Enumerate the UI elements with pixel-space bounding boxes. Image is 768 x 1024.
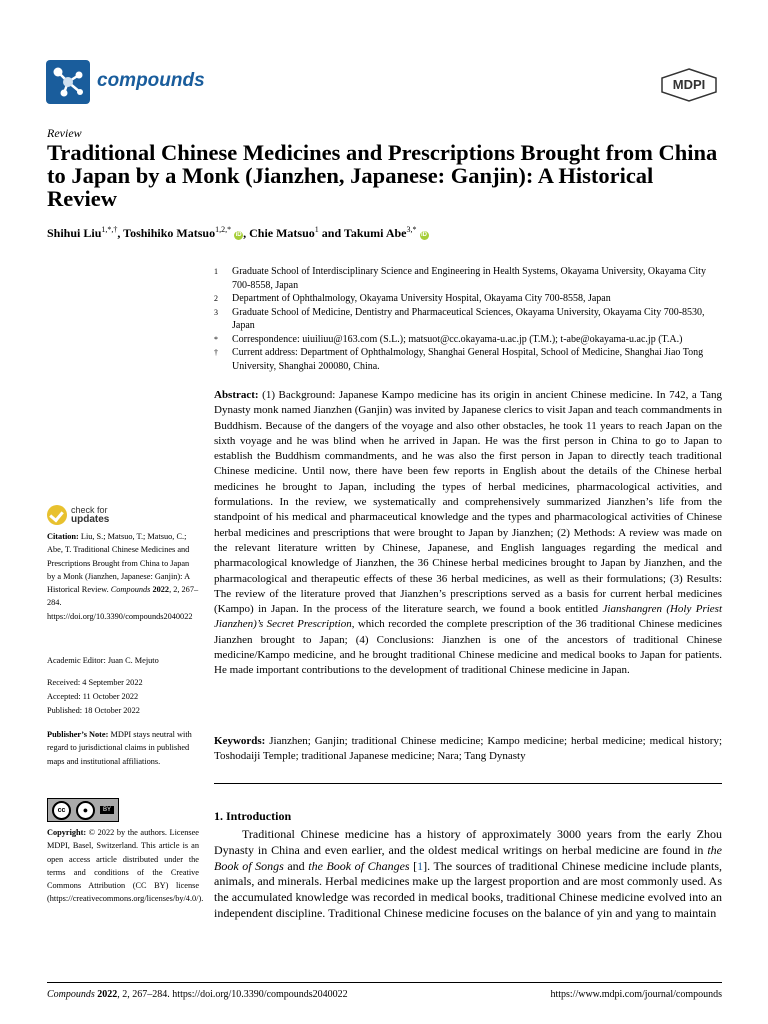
author-list	[47, 225, 429, 241]
author-separator: ,	[117, 226, 124, 240]
affiliation-mark: 1	[214, 267, 218, 276]
mdpi-logo	[660, 68, 718, 102]
keywords	[214, 734, 722, 765]
cc-icon: cc	[52, 801, 71, 820]
copyright	[47, 826, 204, 906]
article-title: Traditional Chinese Medicines and Prescriptions Brought from China to Japan by a Monk (Jianzhen, Japanese: Ganjin): A Historical Review	[47, 140, 718, 211]
abstract-label: Abstract:	[214, 389, 259, 401]
affiliation-item	[214, 265, 724, 292]
author-name[interactable]: Takumi Abe	[343, 226, 407, 240]
author-sup: 1	[314, 225, 319, 234]
citation	[47, 530, 199, 623]
check-text: check for	[71, 505, 108, 515]
received-date: Received: 4 September 2022	[47, 678, 143, 687]
journal-name: compounds	[97, 70, 205, 91]
affiliation-mark: *	[214, 334, 218, 344]
footer-citation	[47, 989, 348, 1000]
footer-journal: Compounds	[47, 989, 95, 1000]
section-heading: 1. Introduction	[214, 809, 292, 823]
author-separator: ,	[243, 226, 250, 240]
correspondence	[214, 333, 724, 347]
check-for-updates-button[interactable]	[47, 505, 109, 525]
affiliation-text: Department of Ophthalmology, Okayama University Hospital, Okayama City 700-8558, Japan	[232, 293, 611, 304]
author-name[interactable]: Chie Matsuo	[249, 226, 315, 240]
affiliations	[214, 265, 724, 373]
author-separator: and	[318, 226, 344, 240]
footer-year: 2022	[94, 989, 118, 1000]
citation-text[interactable]: , 2, 267–284. https://doi.org/10.3390/compounds2040022	[47, 585, 199, 621]
author-sup: 1,*,†	[101, 225, 118, 234]
affiliation-text[interactable]: Correspondence: uiuiliuu@163.com (S.L.); matsuot@cc.okayama-u.ac.jp (T.M.); t-abe@okayama-u.ac.jp (T.A.)	[232, 333, 683, 345]
by-label: BY	[100, 806, 114, 814]
intro-text: [	[409, 858, 418, 873]
affiliation-text: Graduate School of Interdisciplinary Science and Engineering in Health Systems, Okayama University, Okayama City 700-8558, Japan	[232, 266, 706, 291]
author-name[interactable]: Toshihiko Matsuo	[123, 226, 216, 240]
citation-journal: Compounds	[110, 585, 151, 595]
check-icon	[47, 505, 67, 525]
intro-text: and	[283, 858, 309, 873]
current-address	[214, 346, 724, 373]
author-sup: 1,2,*	[215, 225, 232, 234]
citation-text: Liu, S.; Matsuo, T.; Matsuo, C.; Abe, T. Traditional Chinese Medicines and Prescriptions Brought from China to Japan by a Monk (Jianzhen, Japanese: Ganjin): A Historical Review.	[47, 532, 190, 595]
attribution-person-icon: ●	[76, 801, 95, 820]
article-type: Review	[47, 126, 82, 140]
note-text: MDPI stays neutral with regard to jurisdictional claims in published maps and institutional affiliations.	[47, 730, 192, 766]
footer-doi[interactable]: , 2, 267–284. https://doi.org/10.3390/compounds2040022	[117, 989, 348, 1000]
accepted-date: Accepted: 11 October 2022	[47, 692, 139, 701]
compounds-logo-icon	[46, 60, 90, 104]
affiliation-mark: †	[214, 348, 218, 357]
affiliation-mark: 2	[214, 294, 218, 303]
intro-book-title: the Book of Changes	[308, 858, 410, 873]
publisher-name: MDPI	[672, 77, 706, 92]
cc-by-license-badge[interactable]	[47, 798, 119, 822]
introduction-paragraph	[214, 827, 722, 922]
copyright-text: © 2022 by the authors. Licensee MDPI, Basel, Switzerland. This article is an open access article distributed under the terms and conditions of the Creative Commons Attribution (CC BY) license (https://creativecommons.org/licenses/by/4.0/).	[47, 828, 204, 904]
citation-label: Citation:	[47, 532, 79, 541]
intro-text: ]. The sources of traditional Chinese medicine include plants, animals, and minerals. Herbal medicines make up the largest proportion and are most commonly used. As the accumulated knowledge was recorded in medical books, traditional Chinese medicine evolved into an independent discipline. Traditional Chinese medicine focuses on the balance of yin and yang to maintain	[214, 858, 722, 920]
intro-text: Traditional Chinese medicine has a history of approximately 3000 years from the early Zhou Dynasty in China and even earlier, and the oldest medical writings on herbal medicine are found in	[214, 827, 722, 857]
author-sup: 3,*	[406, 225, 417, 234]
note-label: Publisher’s Note:	[47, 730, 109, 739]
citation-year: 2022	[150, 585, 170, 595]
footer-divider	[47, 982, 722, 983]
author-name[interactable]: Shihui Liu	[47, 226, 102, 240]
abstract-book-title: Jianshangren (Holy Priest Jianzhen)’s Secret Prescription	[214, 603, 723, 631]
affiliation-text: Current address: Department of Ophthalmology, Shanghai General Hospital, School of Medicine, Shanghai Jiao Tong University, Shanghai 200080, China.	[232, 347, 704, 372]
keywords-text: Jianzhen; Ganjin; traditional Chinese medicine; Kampo medicine; herbal medicine; medical history; Toshodaiji Temple; traditional Japanese medicine; Nara; Tang Dynasty	[214, 735, 722, 763]
divider	[214, 783, 722, 784]
affiliation-item	[214, 292, 724, 306]
abstract-text: , which recorded the complete prescription of the 36 traditional Chinese medicines Jianzhen brought to Japan; (4) Conclusions: Jianzhen is one of the ancestors of traditional Chinese medicine/Kampo medicine, and he brought traditional Chinese medicine and medical books to Japan for patients. He made important contributions to the development of traditional Chinese medicine in Japan.	[214, 618, 723, 677]
affiliation-text: Graduate School of Medicine, Dentistry and Pharmaceutical Sciences, Okayama University, Okayama City 700-8530, Japan	[232, 306, 705, 331]
affiliation-mark: 3	[214, 307, 218, 317]
academic-editor: Academic Editor: Juan C. Mejuto	[47, 656, 159, 665]
check-text: updates	[71, 514, 110, 525]
footer-journal-url[interactable]: https://www.mdpi.com/journal/compounds	[550, 989, 722, 1000]
abstract	[214, 388, 722, 679]
affiliation-item	[214, 306, 724, 333]
orcid-icon[interactable]: iD	[421, 232, 428, 238]
keywords-label: Keywords:	[214, 735, 266, 747]
published-date: Published: 18 October 2022	[47, 706, 140, 715]
intro-book-title: the Book of Songs	[214, 842, 722, 873]
orcid-icon[interactable]: iD	[235, 232, 242, 238]
publishers-note	[47, 728, 199, 768]
reference-link[interactable]: 1	[417, 858, 424, 873]
abstract-text: (1) Background: Japanese Kampo medicine has its origin in ancient Chinese medicine. In 742, a Tang Dynasty monk named Jianzhen (Ganjin) was invited by Japanese clerics to visit Japan and teach commandments in Buddhism. Because of the dangers of the voyage and also other obstacles, he took 11 years to reach Japan on the sixth voyage and he was blind when he arrived in Japan. He was the first person in China to go to Japan to establish the Buddhism commandments, and he was also the first person in Japan to directly teach traditional Chinese medicine. Until now, there have been few reports in English about the details of the Chinese herbal medicines he brought to Japan, including the types of herbal medicines, pharmacological activities, and formulations. In the review, we systematically and comprehensively summarized Jianzhen’s life from the standpoint of his medical and pharmaceutical knowledge and the types and pharmacological activities of Chinese herbal medicines and prescriptions that were brought to Japan by Jianzhen; (2) Methods: A review was made on the relevant literature written by Chinese, Japanese, and English languages regarding the medical and pharmacological knowledge of Jianzhen, the 36 Chinese herbal medicines brought to Japan by Jianzhen, and the pharmacological and therapeutic effects of these 36 herbal medicines, as well as their formulations; (3) Results: The review of the literature proved that Jianzhen’s prescriptions served as a basis for current herbal medicines (Kampo) in Japan. In the process of the literature search, we found a book entitled	[214, 389, 722, 616]
copyright-label: Copyright:	[47, 828, 87, 837]
